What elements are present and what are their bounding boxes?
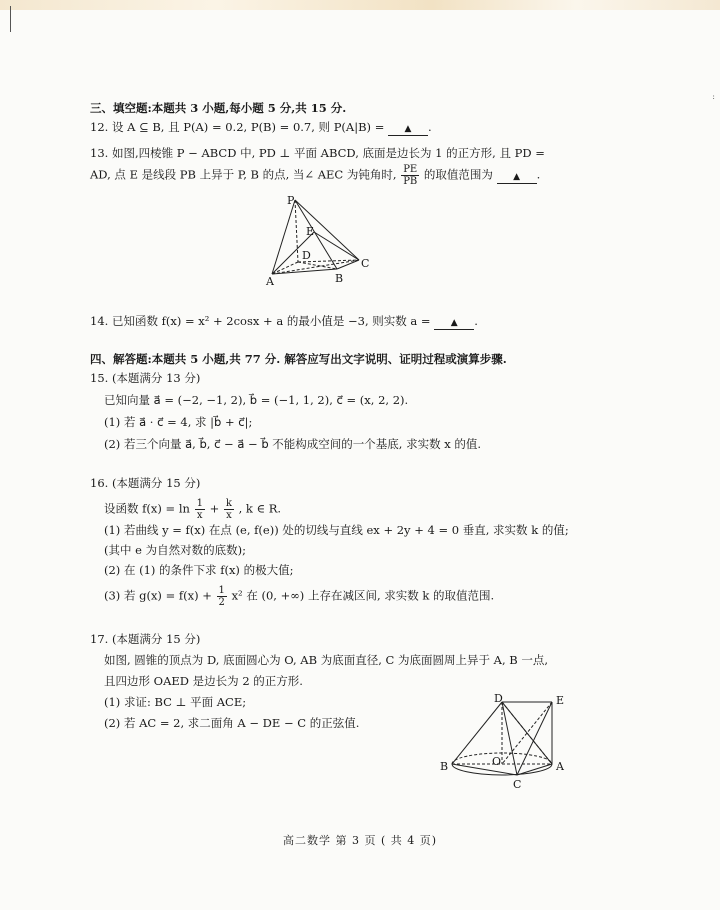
- q16-line1a: 设函数 f(x) = ln: [104, 501, 190, 516]
- label-B: B: [335, 272, 344, 285]
- q12-text: 12. 设 A ⊆ B, 且 P(A) = 0.2, P(B) = 0.7, 则 P(A|B) =: [90, 120, 385, 134]
- cone-figure: [432, 690, 567, 790]
- q16-frac3-den: 2: [218, 597, 225, 608]
- section3-header: 三、填空题:本题共 3 小题,每小题 5 分,共 15 分.: [90, 101, 347, 115]
- section4-header: 四、解答题:本题共 5 小题,共 77 分. 解答应写出文字说明、证明过程或演算步骤.: [90, 352, 507, 366]
- label-E: E: [306, 225, 315, 238]
- q13-frac-num: PE: [403, 164, 418, 175]
- label-D: D: [494, 692, 503, 705]
- q15-line2: (1) 若 a⃗ · c⃗ = 4, 求 |b⃗ + c⃗|;: [104, 415, 253, 429]
- q16-title: 16. (本题满分 15 分): [90, 476, 201, 490]
- q16-line2: (1) 若曲线 y = f(x) 在点 (e, f(e)) 处的切线与直线 ex + 2y + 4 = 0 垂直, 求实数 k 的值;: [104, 523, 569, 537]
- scan-side-mark: :: [712, 92, 715, 101]
- label-P: P: [287, 194, 295, 207]
- q16-frac2-num: k: [225, 498, 232, 509]
- label-B: B: [440, 760, 449, 773]
- label-C: C: [513, 778, 522, 790]
- label-O: O: [492, 755, 502, 768]
- q13-line1: 13. 如图,四棱锥 P − ABCD 中, PD ⊥ 平面 ABCD, 底面是边长为 1 的正方形, 且 PD =: [90, 146, 545, 160]
- q15-line1: 已知向量 a⃗ = (−2, −1, 2), b⃗ = (−1, 1, 2), c⃗ = (x, 2, 2).: [104, 393, 409, 407]
- scan-top-strip: [0, 0, 720, 10]
- q17-line3: (1) 求证: BC ⊥ 平面 ACE;: [104, 695, 247, 709]
- q17-title: 17. (本题满分 15 分): [90, 632, 201, 646]
- q16-line1: [104, 498, 281, 521]
- q13-answer-blank: ▲: [497, 171, 537, 184]
- q16-line5a: (3) 若 g(x) = f(x) +: [104, 588, 212, 603]
- question-12: 12. 设 A ⊆ B, 且 P(A) = 0.2, P(B) = 0.7, 则 P(A|B) = ▲ .: [90, 120, 432, 134]
- q15-title: 15. (本题满分 13 分): [90, 371, 201, 385]
- pyramid-figure: [262, 192, 382, 288]
- q17-line1: 如图, 圆锥的顶点为 D, 底面圆心为 O, AB 为底面直径, C 为底面圆周上异于 A, B 一点,: [104, 653, 549, 667]
- q13-line2a: AD, 点 E 是线段 PB 上异于 P, B 的点, 当∠ AEC 为钝角时,: [90, 167, 397, 182]
- scan-edge-mark: [10, 6, 11, 32]
- question-14: 14. 已知函数 f(x) = x² + 2cosx + a 的最小值是 −3, 则实数 a = ▲ .: [90, 314, 478, 328]
- q13-fraction: [401, 164, 419, 187]
- q16-frac1-den: x: [196, 510, 203, 521]
- q14-answer-blank: ▲: [434, 317, 474, 330]
- q16-line4: (2) 在 (1) 的条件下求 f(x) 的极大值;: [104, 563, 294, 577]
- q16-frac2: [224, 498, 234, 521]
- q16-frac2-den: x: [226, 510, 232, 521]
- label-D: D: [302, 249, 311, 262]
- q16-frac3: [217, 585, 227, 608]
- label-E: E: [556, 694, 565, 707]
- q16-line3: (其中 e 为自然对数的底数);: [104, 543, 246, 557]
- q13-frac-den: PB: [403, 176, 418, 187]
- question-13-line2: AD, 点 E 是线段 PB 上异于 P, B 的点, 当∠ AEC 为钝角时, $\frac{PE}{PB}$ 的取值范围为 ▲ .: [90, 164, 541, 187]
- q13-line2b: 的取值范围为: [423, 167, 493, 182]
- q16-frac1: [195, 498, 205, 521]
- q14-text: 14. 已知函数 f(x) = x² + 2cosx + a 的最小值是 −3, 则实数 a =: [90, 314, 431, 328]
- label-A: A: [266, 275, 274, 288]
- page-footer: 高二数学 第 3 页 ( 共 4 页): [282, 834, 438, 847]
- label-A: A: [556, 760, 564, 773]
- q15-line3: (2) 若三个向量 a⃗, b⃗, c⃗ − a⃗ − b⃗ 不能构成空间的一个基底, 求实数 x 的值.: [104, 437, 482, 451]
- q16-line5b: x² 在 (0, +∞) 上存在减区间, 求实数 k 的取值范围.: [231, 588, 495, 603]
- q16-frac3-num: 1: [218, 585, 225, 596]
- label-C: C: [361, 257, 370, 270]
- q16-frac1-num: 1: [196, 498, 203, 509]
- q16-line5: [104, 585, 494, 608]
- q17-line4: (2) 若 AC = 2, 求二面角 A − DE − C 的正弦值.: [104, 716, 360, 730]
- q17-line2: 且四边形 OAED 是边长为 2 的正方形.: [104, 674, 303, 688]
- q16-line1c: , k ∈ R.: [238, 501, 282, 516]
- q16-line1b: +: [209, 501, 220, 516]
- q12-answer-blank: ▲: [388, 123, 428, 136]
